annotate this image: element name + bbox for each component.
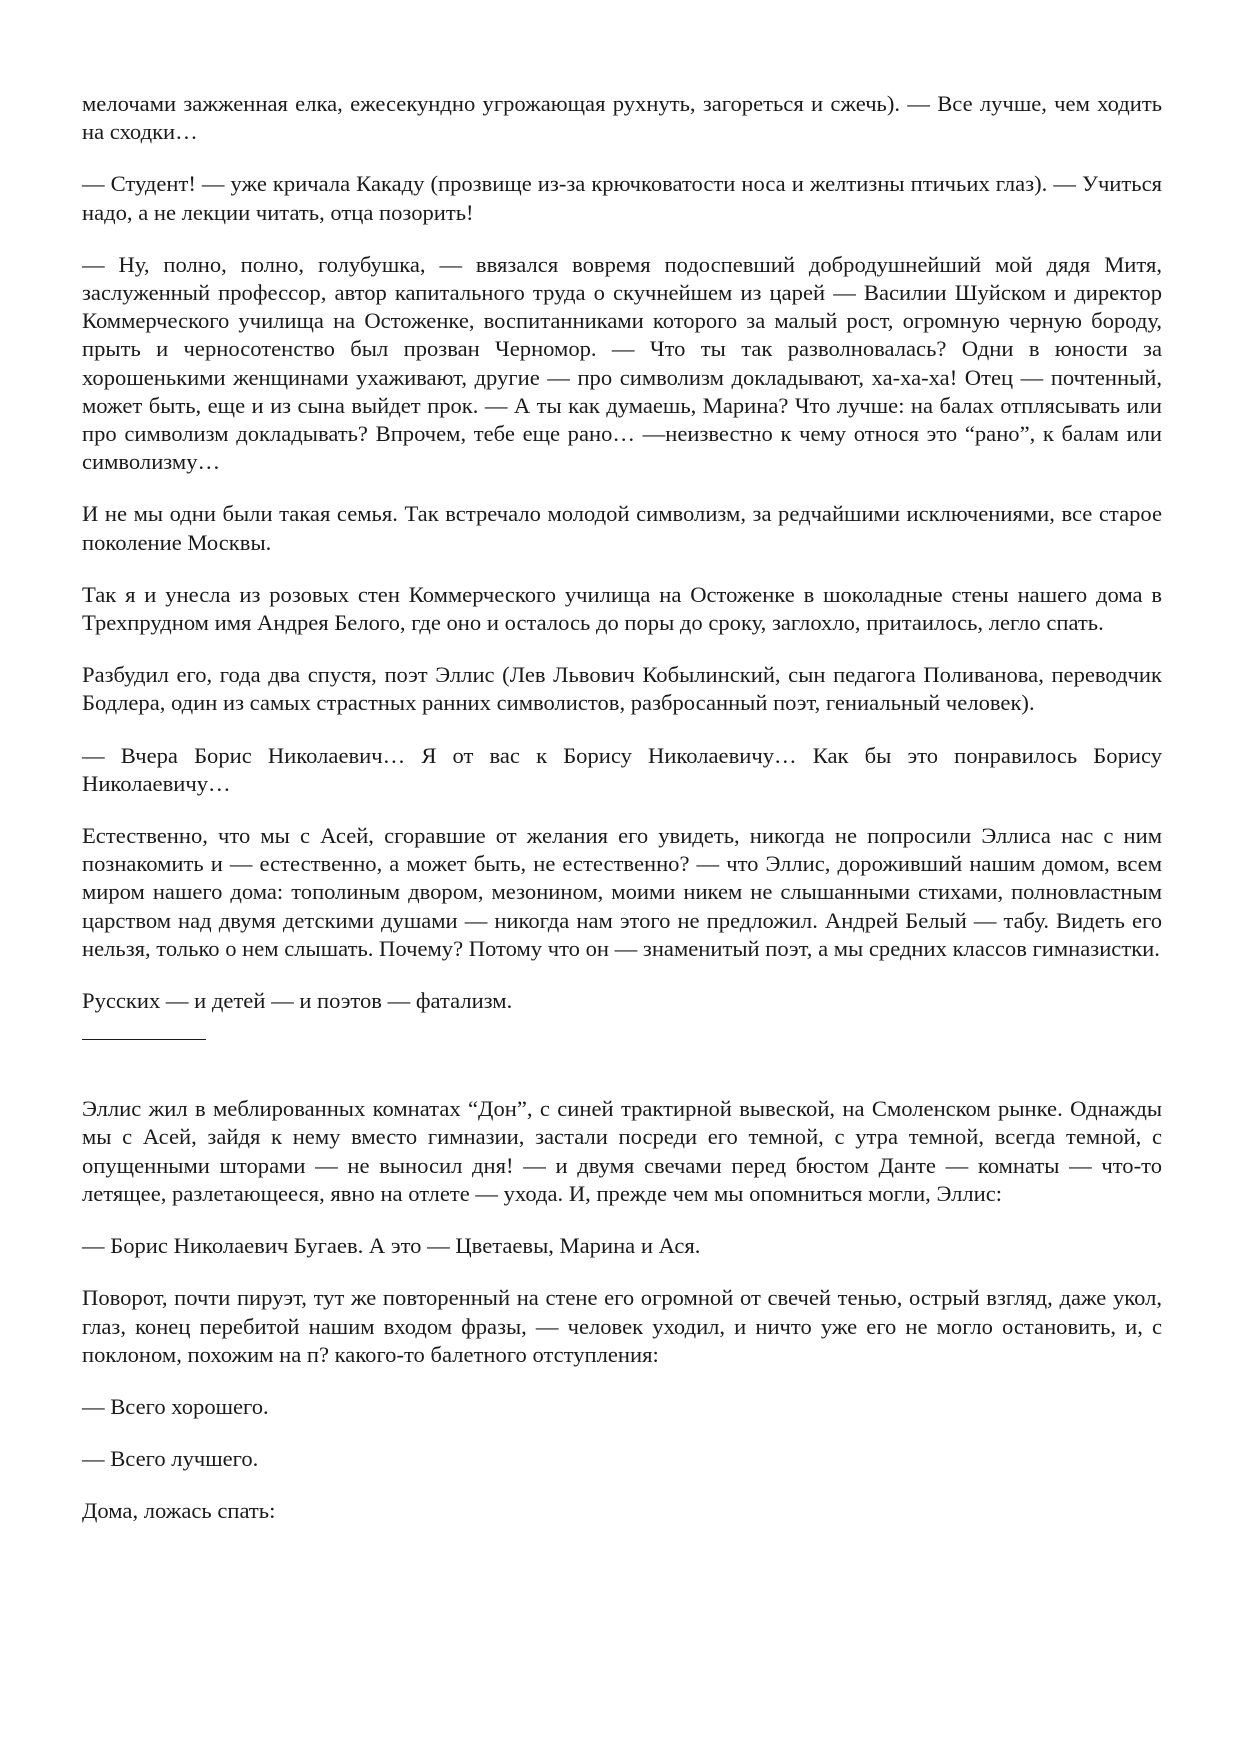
paragraph: И не мы одни были такая семья. Так встречало молодой символизм, за редчайшими исключениями, все старое поколение Москвы. [82, 501, 1162, 555]
paragraph: Естественно, что мы с Асей, сгоравшие от желания его увидеть, никогда не попросили Эллиса нас с ним познакомить и — естественно, а может быть, не естественно? — что Эллис, дороживший нашим домом, всем миром нашего дома: тополиным двором, мезонином, моими никем не слышанными стихами, полновластным царством над двумя детскими душами — никогда нам этого не предложил. Андрей Белый — табу. Видеть его нельзя, только о нем слышать. Почему? Потому что он — знаменитый поэт, а мы средних классов гимназистки. [82, 823, 1162, 961]
separator-line [82, 1039, 206, 1040]
section-separator [82, 1039, 1162, 1067]
paragraph: Так я и унесла из розовых стен Коммерческого училища на Остоженке в шоколадные стены нашего дома в Трехпрудном имя Андрея Белого, где оно и осталось до поры до сроку, заглохло, притаилось, легло спать. [82, 581, 1162, 636]
paragraph: мелочами зажженная елка, ежесекундно угрожающая рухнуть, загореться и сжечь). — Все лучше, чем ходить на сходки… [82, 91, 1162, 145]
paragraph: — Борис Николаевич Бугаев. А это — Цветаевы, Марина и Ася. [82, 1233, 701, 1259]
paragraph: Русских — и детей — и поэтов — фатализм. [82, 988, 513, 1014]
paragraph: — Студент! — уже кричала Какаду (прозвище из-за крючковатости носа и желтизны птичьих глаз). — Учиться надо, а не лекции читать, отца позорить! [82, 171, 1162, 225]
paragraph: — Всего лучшего. [82, 1446, 259, 1472]
paragraph: Разбудил его, года два спустя, поэт Эллис (Лев Львович Кобылинский, сын педагога Поливанова, переводчик Бодлера, один из самых страстных ранних символистов, разбросанный поэт, гениальный человек). [82, 662, 1162, 716]
document-page [82, 90, 1162, 1550]
paragraph: — Ну, полно, полно, голубушка, — ввязался вовремя подоспевший добродушнейший мой дядя Митя, заслуженный профессор, автор капитального труда о скучнейшем из царей — Василии Шуйском и директор Коммерческого училища на Остоженке, воспитанниками которого за малый рост, огромную черную бороду, прыть и черносотенство был прозван Черномор. — Что ты так разволновалась? Одни в юности за хорошенькими женщинами ухаживают, другие — про символизм докладывают, ха-ха-ха! Отец — почтенный, может быть, еще и из сына выйдет прок. — А ты как думаешь, Марина? Что лучше: на балах отплясывать или про символизм докладывать? Впрочем, тебе еще рано… —неизвестно к чему относя это “рано”, к балам или символизму… [82, 251, 1162, 475]
paragraph: — Всего хорошего. [82, 1393, 269, 1419]
paragraph: Дома, ложась спать: [82, 1498, 276, 1524]
paragraph: — Вчера Борис Николаевич… Я от вас к Борису Николаевичу… Как бы это понравилось Борису Николаевичу… [82, 742, 1162, 796]
paragraph: Поворот, почти пируэт, тут же повторенный на стене его огромной от свечей тенью, острый взгляд, даже укол, глаз, конец перебитой нашим входом фразы, — человек уходил, и ничто уже его не могло остановить, и, с поклоном, похожим на п? какого-то балетного отступления: [82, 1285, 1162, 1367]
paragraph: Эллис жил в меблированных комнатах “Дон”, с синей трактирной вывеской, на Смоленском рынке. Однажды мы с Асей, зайдя к нему вместо гимназии, застали посреди его темной, с утра темной, всегда темной, с опущенными шторами — не выносил дня! — и двумя свечами перед бюстом Данте — комнаты — что-то летящее, разлетающееся, явно на отлете — ухода. И, прежде чем мы опомниться могли, Эллис: [82, 1096, 1162, 1206]
